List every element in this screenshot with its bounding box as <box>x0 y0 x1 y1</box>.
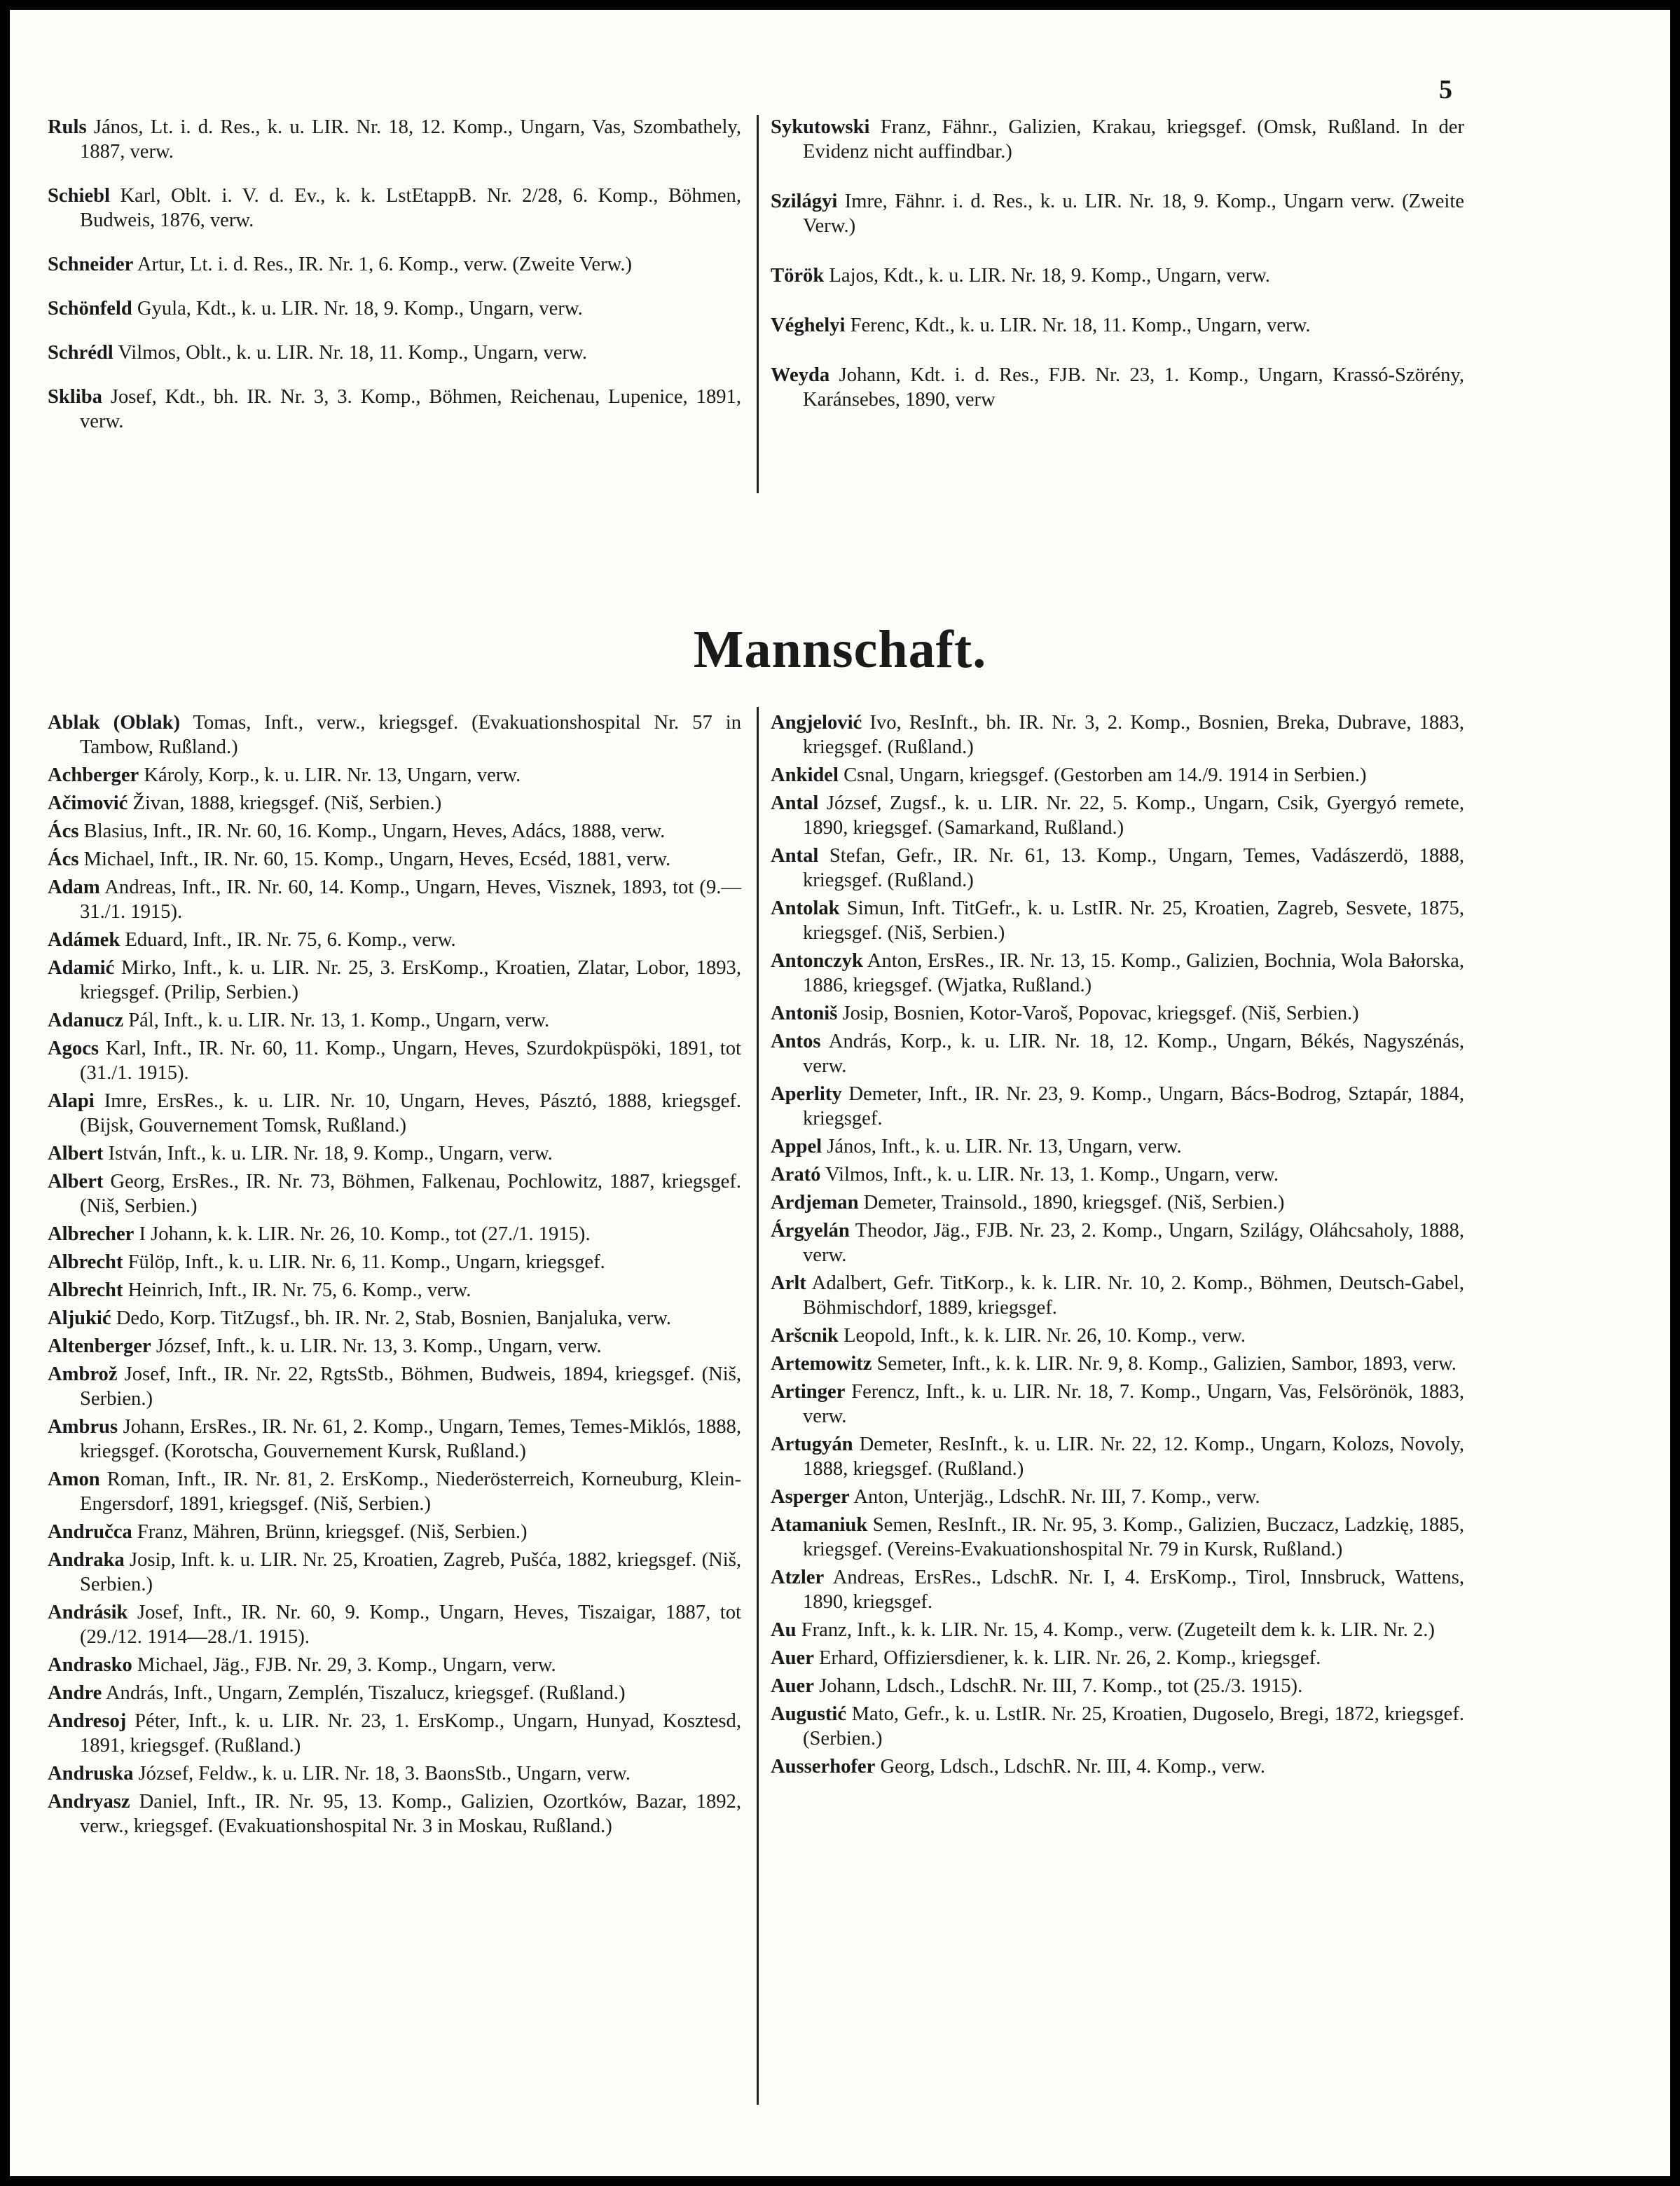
entry-surname: Ambrus <box>48 1416 118 1438</box>
list-entry <box>48 1520 741 1544</box>
entry-details: Tomas, Inft., verw., kriegsgef. (Evakuationshospital Nr. 57 in Tambow, Rußland.) <box>80 712 741 758</box>
list-entry <box>771 1674 1464 1698</box>
section-title: Mannschaft. <box>693 620 987 679</box>
entry-surname: Altenberger <box>48 1335 151 1357</box>
entry-details: Imre, ErsRes., k. u. LIR. Nr. 10, Ungarn, Heves, Pásztó, 1888, kriegsgef. (Bijsk, Gouvernement Tomsk, Rußland.) <box>80 1090 741 1136</box>
entry-surname: Andrasko <box>48 1654 132 1676</box>
list-entry <box>771 791 1464 840</box>
entry-details: Eduard, Inft., IR. Nr. 75, 6. Komp., verw. <box>120 929 456 951</box>
entry-surname: Andrásik <box>48 1602 128 1623</box>
entry-details: Stefan, Gefr., IR. Nr. 61, 13. Komp., Ungarn, Temes, Vadászerdö, 1888, kriegsgef. (Rußland.) <box>803 845 1464 891</box>
entry-surname: Schönfeld <box>48 298 132 319</box>
list-entry <box>771 1029 1464 1078</box>
entry-details: Fülöp, Inft., k. u. LIR. Nr. 6, 11. Komp., Ungarn, kriegsgef. <box>123 1251 605 1273</box>
entry-surname: Sykutowski <box>771 116 870 138</box>
entry-surname: Albert <box>48 1143 104 1164</box>
entry-surname: Aperlity <box>771 1083 842 1105</box>
list-entry <box>48 1709 741 1758</box>
list-entry <box>48 847 741 872</box>
entry-details: Johann, Ldsch., LdschR. Nr. III, 7. Komp., tot (25./3. 1915). <box>813 1675 1303 1697</box>
entry-details: János, Inft., k. u. LIR. Nr. 13, Ungarn, verw. <box>822 1136 1182 1157</box>
entry-details: Anton, Unterjäg., LdschR. Nr. III, 7. Komp., verw. <box>849 1486 1260 1508</box>
list-entry <box>771 763 1464 788</box>
list-entry <box>771 1134 1464 1159</box>
list-entry <box>48 341 741 365</box>
entry-details: Johann, ErsRes., IR. Nr. 61, 2. Komp., Ungarn, Temes, Temes-Miklós, 1888, kriegsgef. (Korotscha, Gouvernement Kursk, Rußland.) <box>80 1416 741 1462</box>
entry-surname: Schrédl <box>48 342 113 364</box>
entry-details: Semen, ResInft., IR. Nr. 95, 3. Komp., Galizien, Buczacz, Ladzkię, 1885, kriegsgef. (Vereins-Evakuationshospital Nr. 79 in Kursk, Rußland.) <box>803 1514 1464 1560</box>
list-entry <box>48 1789 741 1838</box>
entry-details: Georg, Ldsch., LdschR. Nr. III, 4. Komp., verw. <box>875 1756 1265 1778</box>
entry-details: Johann, Kdt. i. d. Res., FJB. Nr. 23, 1. Komp., Ungarn, Krassó-Szörény, Karánsebes, 1890, verw <box>803 364 1464 411</box>
list-entry <box>48 1008 741 1033</box>
entry-details: Demeter, Inft., IR. Nr. 23, 9. Komp., Ungarn, Bács-Bodrog, Sztapár, 1884, kriegsgef. <box>803 1083 1464 1129</box>
entry-surname: Aršcnik <box>771 1325 839 1347</box>
list-entry <box>48 928 741 952</box>
entry-details: András, Korp., k. u. LIR. Nr. 18, 12. Komp., Ungarn, Békés, Nagyszénás, verw. <box>803 1031 1464 1077</box>
entry-surname: Albrecht <box>48 1251 123 1273</box>
entry-details: Živan, 1888, kriegsgef. (Niš, Serbien.) <box>128 792 442 814</box>
entry-details: Péter, Inft., k. u. LIR. Nr. 23, 1. ErsKomp., Ungarn, Hunyad, Kosztesd, 1891, kriegsgef. (Rußland.) <box>80 1710 741 1757</box>
entry-details: Georg, ErsRes., IR. Nr. 73, Böhmen, Falkenau, Pochlowitz, 1887, kriegsgef. (Niš, Serbien.) <box>80 1171 741 1217</box>
list-entry <box>48 1761 741 1786</box>
list-entry <box>771 1271 1464 1320</box>
entry-details: Ivo, ResInft., bh. IR. Nr. 3, 2. Komp., Bosnien, Breka, Dubrave, 1883, kriegsgef. (Rußland.) <box>803 712 1464 758</box>
entry-details: Anton, ErsRes., IR. Nr. 13, 15. Komp., Galizien, Bochnia, Wola Bałorska, 1886, kriegsgef. (Wjatka, Rußland.) <box>803 950 1464 996</box>
entry-details: Andreas, Inft., IR. Nr. 60, 14. Komp., Ungarn, Heves, Visznek, 1893, tot (9.—31./1. 1915). <box>80 877 741 923</box>
entry-surname: Antoniš <box>771 1003 838 1024</box>
entry-surname: Schneider <box>48 254 134 275</box>
list-entry <box>48 763 741 788</box>
entry-surname: Ankidel <box>771 764 839 786</box>
entry-surname: Adam <box>48 877 100 898</box>
entry-surname: Artinger <box>771 1381 846 1403</box>
entry-details: Michael, Inft., IR. Nr. 60, 15. Komp., Ungarn, Heves, Ecséd, 1881, verw. <box>78 848 671 870</box>
entry-surname: Andruska <box>48 1763 134 1785</box>
list-entry <box>771 844 1464 893</box>
entry-surname: Véghelyi <box>771 315 846 336</box>
entry-details: Demeter, Trainsold., 1890, kriegsgef. (Niš, Serbien.) <box>858 1192 1285 1214</box>
list-entry <box>771 1513 1464 1562</box>
entry-details: Ferenc, Kdt., k. u. LIR. Nr. 18, 11. Komp., Ungarn, verw. <box>845 315 1311 336</box>
entry-surname: Arlt <box>771 1272 806 1294</box>
entry-surname: Agocs <box>48 1038 99 1059</box>
list-entry <box>48 1169 741 1218</box>
entry-surname: Weyda <box>771 364 830 386</box>
list-entry <box>771 896 1464 945</box>
entry-surname: Alapi <box>48 1090 95 1112</box>
list-entry <box>48 1036 741 1085</box>
list-entry <box>771 1162 1464 1187</box>
list-entry <box>771 313 1464 338</box>
entry-surname: Adamić <box>48 957 115 979</box>
entry-surname: Asperger <box>771 1486 850 1508</box>
list-entry <box>48 1362 741 1411</box>
entry-surname: Ambrož <box>48 1363 118 1385</box>
entry-details: Leopold, Inft., k. k. LIR. Nr. 26, 10. Komp., verw. <box>838 1325 1246 1347</box>
list-entry <box>48 1548 741 1597</box>
entry-details: Demeter, ResInft., k. u. LIR. Nr. 22, 12. Komp., Ungarn, Kolozs, Novoly, 1888, kriegsgef. (Rußland.) <box>803 1434 1464 1480</box>
entry-surname: Au <box>771 1619 797 1641</box>
entry-details: Blasius, Inft., IR. Nr. 60, 16. Komp., Ungarn, Heves, Adács, 1888, verw. <box>78 820 666 842</box>
entry-surname: Török <box>771 265 825 287</box>
entry-surname: Árgyelán <box>771 1220 850 1242</box>
list-entry <box>771 1190 1464 1215</box>
entry-surname: Atzler <box>771 1567 825 1588</box>
entry-details: Franz, Mähren, Brünn, kriegsgef. (Niš, Serbien.) <box>132 1521 528 1543</box>
mannschaft-column-left <box>48 710 741 1842</box>
entry-surname: Artugyán <box>771 1434 853 1455</box>
entry-details: Dedo, Korp. TitZugsf., bh. IR. Nr. 2, Stab, Bosnien, Banjaluka, verw. <box>111 1307 672 1329</box>
entry-details: Ferencz, Inft., k. u. LIR. Nr. 18, 7. Komp., Ungarn, Vas, Felsörönök, 1883, verw. <box>803 1381 1464 1427</box>
list-entry <box>48 1467 741 1516</box>
entry-surname: Andručca <box>48 1521 132 1543</box>
column-divider-top <box>757 115 759 493</box>
entry-surname: Andre <box>48 1682 102 1704</box>
list-entry <box>48 1141 741 1166</box>
entry-details: Imre, Fähnr. i. d. Res., k. u. LIR. Nr. 18, 9. Komp., Ungarn verw. (Zweite Verw.) <box>803 191 1464 237</box>
list-entry <box>771 1565 1464 1614</box>
list-entry <box>48 1306 741 1331</box>
entry-details: Josip, Inft. k. u. LIR. Nr. 25, Kroatien, Zagreb, Pušća, 1882, kriegsgef. (Niš, Serbien.) <box>80 1549 741 1595</box>
list-entry <box>48 115 741 164</box>
entry-surname: Artemowitz <box>771 1353 872 1375</box>
list-entry <box>48 385 741 434</box>
list-entry <box>771 189 1464 238</box>
entry-details: Franz, Fähnr., Galizien, Krakau, kriegsgef. (Omsk, Rußland. In der Evidenz nicht auffindbar.) <box>803 116 1464 163</box>
officers-column-left <box>48 115 741 453</box>
entry-surname: Ruls <box>48 116 87 138</box>
entry-details: I Johann, k. k. LIR. Nr. 26, 10. Komp., tot (27./1. 1915). <box>134 1223 591 1245</box>
entry-surname: Aljukić <box>48 1307 111 1329</box>
entry-details: Josef, Inft., IR. Nr. 22, RgtsStb., Böhmen, Budweis, 1894, kriegsgef. (Niš, Serbien.) <box>80 1363 741 1410</box>
entry-surname: Andraka <box>48 1549 125 1571</box>
entry-details: Roman, Inft., IR. Nr. 81, 2. ErsKomp., Niederösterreich, Korneuburg, Klein-Engersdorf, 1891, kriegsgef. (Niš, Serbien.) <box>80 1469 741 1515</box>
list-entry <box>771 1432 1464 1481</box>
entry-details: József, Zugsf., k. u. LIR. Nr. 22, 5. Komp., Ungarn, Csik, Gyergyó remete, 1890, kriegsgef. (Samarkand, Rußland.) <box>803 792 1464 839</box>
list-entry <box>771 1485 1464 1509</box>
entry-surname: Augustić <box>771 1703 847 1725</box>
entry-surname: Ačimović <box>48 792 128 814</box>
entry-details: Gyula, Kdt., k. u. LIR. Nr. 18, 9. Komp., Ungarn, verw. <box>132 298 583 319</box>
list-entry <box>48 1089 741 1138</box>
list-entry <box>771 949 1464 998</box>
list-entry <box>771 1754 1464 1779</box>
entry-details: Lajos, Kdt., k. u. LIR. Nr. 18, 9. Komp., Ungarn, verw. <box>824 265 1270 287</box>
entry-details: József, Feldw., k. u. LIR. Nr. 18, 3. BaonsStb., Ungarn, verw. <box>133 1763 631 1785</box>
entry-details: János, Lt. i. d. Res., k. u. LIR. Nr. 18, 12. Komp., Ungarn, Vas, Szombathely, 1887, verw. <box>80 116 741 163</box>
entry-surname: Antal <box>771 792 819 814</box>
entry-surname: Appel <box>771 1136 822 1157</box>
list-entry <box>48 296 741 321</box>
list-entry <box>771 1380 1464 1429</box>
list-entry <box>771 1324 1464 1348</box>
list-entry <box>48 1250 741 1274</box>
entry-details: Vilmos, Inft., k. u. LIR. Nr. 13, 1. Komp., Ungarn, verw. <box>820 1164 1279 1185</box>
entry-surname: Antal <box>771 845 819 867</box>
mannschaft-column-right <box>771 710 1464 1782</box>
list-entry <box>48 1681 741 1705</box>
entry-details: Josef, Kdt., bh. IR. Nr. 3, 3. Komp., Böhmen, Reichenau, Lupenice, 1891, verw. <box>80 386 741 432</box>
list-entry <box>771 1352 1464 1376</box>
list-entry <box>48 791 741 816</box>
list-entry <box>48 956 741 1005</box>
list-entry <box>771 1001 1464 1026</box>
entry-surname: Antolak <box>771 898 840 919</box>
list-entry <box>771 115 1464 164</box>
page-number: 5 <box>1439 75 1452 104</box>
entry-details: Simun, Inft. TitGefr., k. u. LstIR. Nr. 25, Kroatien, Zagreb, Sesvete, 1875, kriegsgef. (Niš, Serbien.) <box>803 898 1464 944</box>
entry-surname: Atamaniuk <box>771 1514 868 1536</box>
entry-surname: Albrecht <box>48 1279 123 1301</box>
list-entry <box>771 363 1464 412</box>
entry-surname: Albrecher <box>48 1223 135 1245</box>
entry-surname: Ablak (Oblak) <box>48 712 181 734</box>
list-entry <box>48 819 741 844</box>
list-entry <box>48 1334 741 1359</box>
list-entry <box>48 1600 741 1649</box>
entry-details: Mirko, Inft., k. u. LIR. Nr. 25, 3. ErsKomp., Kroatien, Zlatar, Lobor, 1893, kriegsgef. (Prilip, Serbien.) <box>80 957 741 1003</box>
document-page <box>10 10 1670 2176</box>
entry-surname: Achberger <box>48 764 139 786</box>
list-entry <box>48 1278 741 1302</box>
entry-details: Erhard, Offiziersdiener, k. k. LIR. Nr. 26, 2. Komp., kriegsgef. <box>813 1647 1321 1669</box>
entry-surname: Auer <box>771 1647 814 1669</box>
entry-details: Mato, Gefr., k. u. LstIR. Nr. 25, Kroatien, Dugoselo, Bregi, 1872, kriegsgef. (Serbien.) <box>803 1703 1464 1750</box>
entry-surname: Amon <box>48 1469 100 1490</box>
entry-details: Michael, Jäg., FJB. Nr. 29, 3. Komp., Ungarn, verw. <box>132 1654 556 1676</box>
list-entry <box>48 252 741 277</box>
list-entry <box>771 1702 1464 1751</box>
entry-details: Vilmos, Oblt., k. u. LIR. Nr. 18, 11. Komp., Ungarn, verw. <box>113 342 588 364</box>
entry-details: András, Inft., Ungarn, Zemplén, Tiszalucz, kriegsgef. (Rußland.) <box>102 1682 626 1704</box>
entry-surname: Szilágyi <box>771 191 838 212</box>
entry-surname: Antos <box>771 1031 821 1052</box>
list-entry <box>771 1218 1464 1267</box>
entry-surname: Andryasz <box>48 1791 130 1813</box>
list-entry <box>771 1618 1464 1642</box>
entry-details: Adalbert, Gefr. TitKorp., k. k. LIR. Nr. 10, 2. Komp., Böhmen, Deutsch-Gabel, Böhmischdorf, 1889, kriegsgef. <box>803 1272 1464 1319</box>
entry-details: József, Inft., k. u. LIR. Nr. 13, 3. Komp., Ungarn, verw. <box>151 1335 602 1357</box>
entry-surname: Auer <box>771 1675 814 1697</box>
entry-surname: Antonczyk <box>771 950 863 972</box>
entry-surname: Albert <box>48 1171 104 1192</box>
entry-details: Daniel, Inft., IR. Nr. 95, 13. Komp., Galizien, Ozortków, Bazar, 1892, verw., kriegsgef. (Evakuationshospital Nr. 3 in Moskau, Rußland.) <box>80 1791 741 1837</box>
list-entry <box>771 710 1464 759</box>
list-entry <box>48 710 741 759</box>
officers-column-right <box>771 115 1464 437</box>
list-entry <box>48 1415 741 1464</box>
entry-surname: Schiebl <box>48 185 110 207</box>
entry-details: Károly, Korp., k. u. LIR. Nr. 13, Ungarn, verw. <box>139 764 521 786</box>
entry-details: István, Inft., k. u. LIR. Nr. 18, 9. Komp., Ungarn, verw. <box>103 1143 553 1164</box>
list-entry <box>771 263 1464 288</box>
entry-surname: Ausserhofer <box>771 1756 876 1778</box>
entry-details: Theodor, Jäg., FJB. Nr. 23, 2. Komp., Ungarn, Szilágy, Oláhcsaholy, 1888, verw. <box>803 1220 1464 1266</box>
column-divider-bottom <box>757 707 759 2105</box>
entry-surname: Angjelović <box>771 712 862 734</box>
list-entry <box>771 1646 1464 1670</box>
entry-surname: Skliba <box>48 386 102 408</box>
entry-details: Csnal, Ungarn, kriegsgef. (Gestorben am 14./9. 1914 in Serbien.) <box>838 764 1367 786</box>
entry-details: Pál, Inft., k. u. LIR. Nr. 13, 1. Komp., Ungarn, verw. <box>123 1010 550 1031</box>
entry-details: Heinrich, Inft., IR. Nr. 75, 6. Komp., verw. <box>123 1279 471 1301</box>
entry-surname: Andresoj <box>48 1710 127 1732</box>
entry-details: Josef, Inft., IR. Nr. 60, 9. Komp., Ungarn, Heves, Tiszaigar, 1887, tot (29./12. 1914—28./1. 1915). <box>80 1602 741 1648</box>
entry-surname: Adanucz <box>48 1010 124 1031</box>
entry-surname: Adámek <box>48 929 121 951</box>
entry-details: Karl, Oblt. i. V. d. Ev., k. k. LstEtappB. Nr. 2/28, 6. Komp., Böhmen, Budweis, 1876, verw. <box>80 185 741 231</box>
entry-details: Franz, Inft., k. k. LIR. Nr. 15, 4. Komp., verw. (Zugeteilt dem k. k. LIR. Nr. 2.) <box>796 1619 1435 1641</box>
entry-surname: Ardjeman <box>771 1192 859 1214</box>
entry-details: Karl, Inft., IR. Nr. 60, 11. Komp., Ungarn, Heves, Szurdokpüspöki, 1891, tot (31./1. 1915). <box>80 1038 741 1084</box>
list-entry <box>48 875 741 924</box>
entry-surname: Ács <box>48 848 79 870</box>
entry-details: Artur, Lt. i. d. Res., IR. Nr. 1, 6. Komp., verw. (Zweite Verw.) <box>133 254 633 275</box>
list-entry <box>48 1222 741 1246</box>
entry-surname: Ács <box>48 820 79 842</box>
list-entry <box>48 184 741 233</box>
entry-details: Andreas, ErsRes., LdschR. Nr. I, 4. ErsKomp., Tirol, Innsbruck, Wattens, 1890, kriegsgef. <box>803 1567 1464 1613</box>
list-entry <box>771 1082 1464 1131</box>
list-entry <box>48 1653 741 1677</box>
entry-surname: Arató <box>771 1164 821 1185</box>
entry-details: Semeter, Inft., k. k. LIR. Nr. 9, 8. Komp., Galizien, Sambor, 1893, verw. <box>872 1353 1457 1375</box>
entry-details: Josip, Bosnien, Kotor-Varoš, Popovac, kriegsgef. (Niš, Serbien.) <box>837 1003 1359 1024</box>
